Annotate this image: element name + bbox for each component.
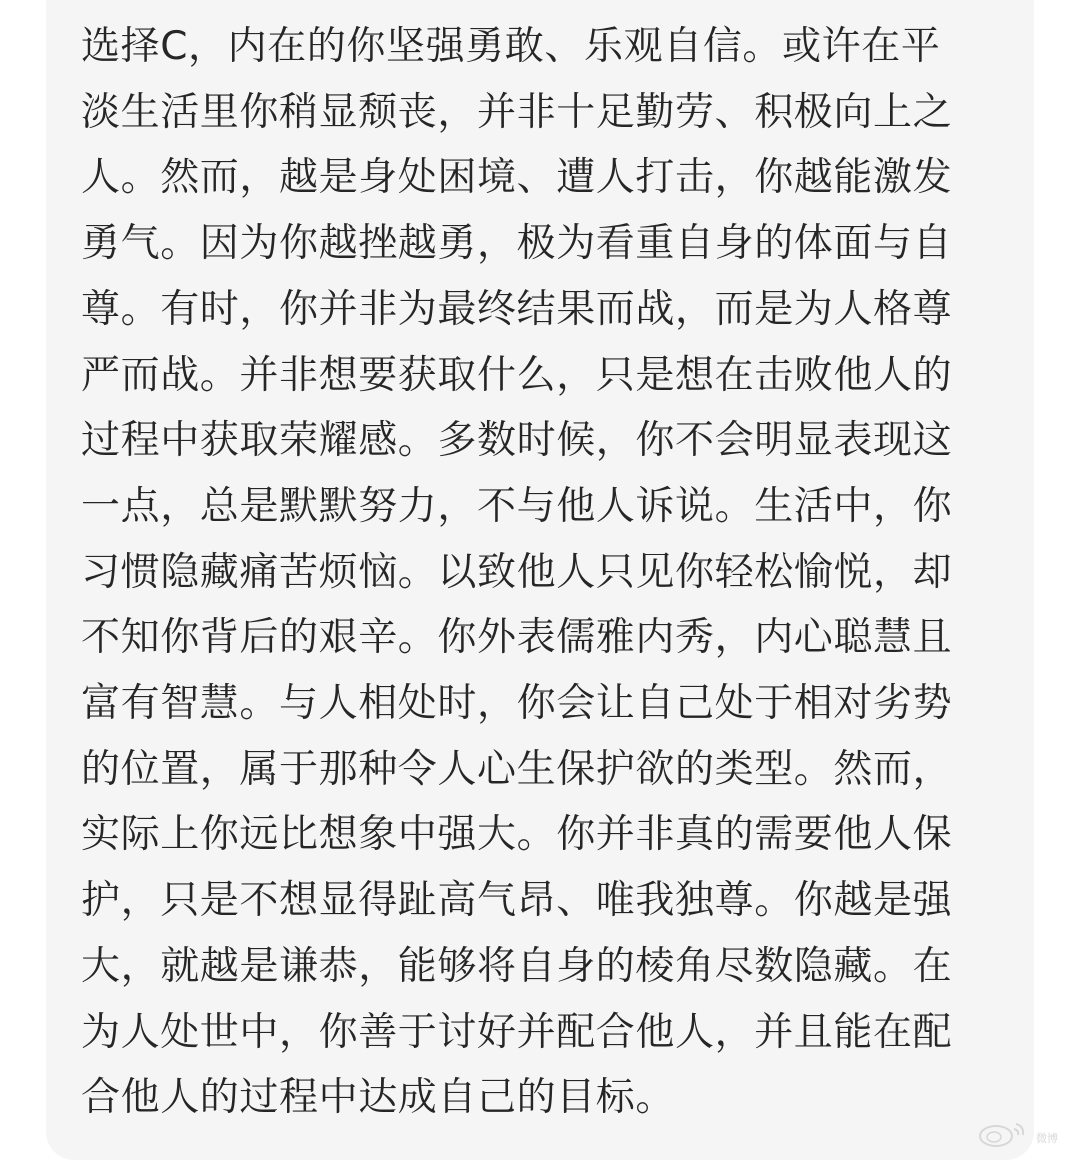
text-line: 不知你背后的艰辛。你外表儒雅内秀，内心聪慧且 — [81, 615, 953, 661]
text-line: 合他人的过程中达成自己的目标。 — [81, 1075, 676, 1121]
text-line: 一点，总是默默努力，不与他人诉说。生活中，你 — [81, 483, 953, 529]
text-line: 护，只是不想显得趾高气昂、唯我独尊。你越是强 — [81, 878, 953, 924]
text-line: 过程中获取荣耀感。多数时候，你不会明显表现这 — [81, 418, 953, 464]
text-line: 选择C，内在的你坚强勇敢、乐观自信。或许在平 — [81, 24, 941, 69]
article-text — [81, 14, 1001, 1131]
text-line: 习惯隐藏痛苦烦恼。以致他人只见你轻松愉悦，却 — [81, 549, 953, 595]
text-line: 尊。有时，你并非为最终结果而战，而是为人格尊 — [81, 286, 953, 332]
text-line: 富有智慧。与人相处时，你会让自己处于相对劣势 — [81, 681, 953, 727]
weibo-logo-icon — [976, 1118, 1030, 1148]
text-line: 严而战。并非想要获取什么，只是想在击败他人的 — [81, 352, 953, 398]
text-line: 人。然而，越是身处困境、遭人打击，你越能激发 — [81, 155, 953, 201]
text-line: 淡生活里你稍显颓丧，并非十足勤劳、积极向上之 — [81, 89, 953, 135]
watermark-text: 微博 — [1036, 1132, 1058, 1145]
text-line: 的位置，属于那种令人心生保护欲的类型。然而， — [81, 746, 953, 792]
text-line: 大，就越是谦恭，能够将自身的棱角尽数隐藏。在 — [81, 943, 953, 989]
text-line: 为人处世中，你善于讨好并配合他人，并且能在配 — [81, 1009, 953, 1055]
text-line: 勇气。因为你越挫越勇，极为看重自身的体面与自 — [81, 221, 953, 267]
watermark — [976, 1118, 1058, 1148]
text-line: 实际上你远比想象中强大。你并非真的需要他人保 — [81, 812, 953, 858]
